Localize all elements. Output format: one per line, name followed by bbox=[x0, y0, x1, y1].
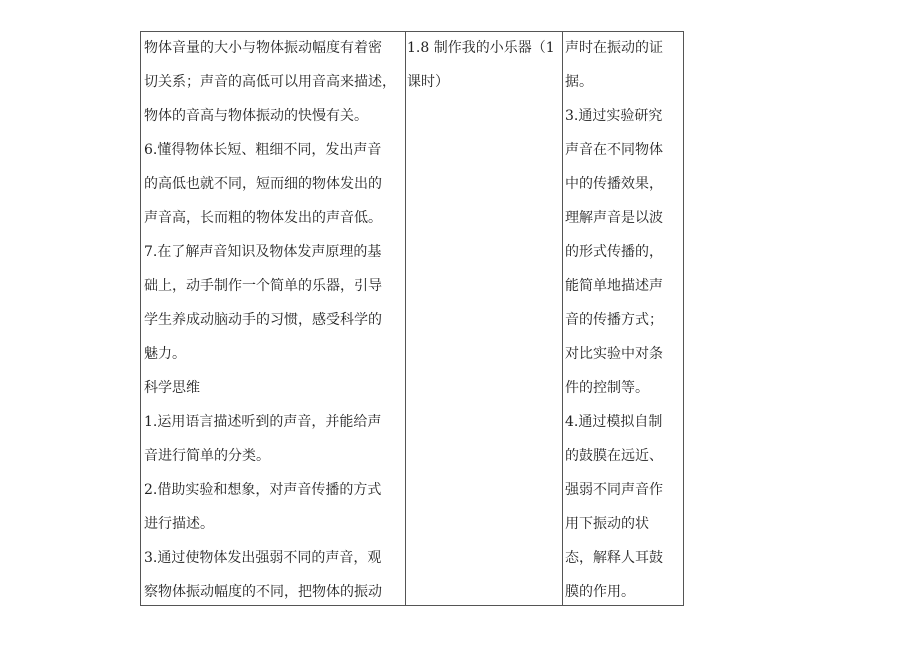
text-line: 的鼓膜在远近、 bbox=[565, 448, 663, 464]
text-line: 物体音量的大小与物体振动幅度有着密 bbox=[144, 40, 382, 56]
text-line: 态，解释人耳鼓 bbox=[565, 550, 663, 566]
text-line: 件的控制等。 bbox=[565, 380, 649, 396]
lesson-title: 1.8 制作我的小乐器（1 bbox=[407, 40, 555, 56]
text-line: 察物体振动幅度的不同，把物体的振动 bbox=[144, 584, 382, 600]
text-line: 进行描述。 bbox=[144, 516, 214, 532]
objectives-column bbox=[141, 31, 405, 609]
text-line: 声音高，长而粗的物体发出的声音低。 bbox=[144, 210, 382, 226]
text-line: 膜的作用。 bbox=[565, 584, 635, 600]
text-line: 用下振动的状 bbox=[565, 516, 649, 532]
text-line: 切关系；声音的高低可以用音高来描述， bbox=[144, 74, 396, 90]
text-line: 的高低也就不同，短而细的物体发出的 bbox=[144, 176, 382, 192]
text-line: 据。 bbox=[565, 74, 593, 90]
text-line: 强弱不同声音作 bbox=[565, 482, 663, 498]
text-line: 声时在振动的证 bbox=[565, 40, 663, 56]
text-line: 能简单地描述声 bbox=[565, 278, 663, 294]
text-line: 音进行简单的分类。 bbox=[144, 448, 270, 464]
text-line: 7.在了解声音知识及物体发声原理的基 bbox=[144, 244, 382, 260]
text-line: 中的传播效果， bbox=[565, 176, 663, 192]
text-line: 物体的音高与物体振动的快慢有关。 bbox=[144, 108, 368, 124]
text-line: 2.借助实验和想象，对声音传播的方式 bbox=[144, 482, 382, 498]
activities-column bbox=[563, 31, 683, 609]
text-line: 3.通过实验研究 bbox=[565, 108, 663, 124]
text-line: 3.通过使物体发出强弱不同的声音，观 bbox=[144, 550, 382, 566]
text-line: 理解声音是以波 bbox=[565, 210, 663, 226]
column-divider bbox=[405, 31, 406, 606]
text-line: 6.懂得物体长短、粗细不同，发出声音 bbox=[144, 142, 382, 158]
text-line: 1.运用语言描述听到的声音，并能给声 bbox=[144, 414, 382, 430]
lesson-column bbox=[406, 31, 562, 99]
text-line: 的形式传播的， bbox=[565, 244, 663, 260]
lesson-title: 课时） bbox=[407, 74, 449, 90]
text-line: 魅力。 bbox=[144, 346, 186, 362]
text-line: 础上，动手制作一个简单的乐器，引导 bbox=[144, 278, 382, 294]
text-line: 学生养成动脑动手的习惯，感受科学的 bbox=[144, 312, 382, 328]
text-line: 声音在不同物体 bbox=[565, 142, 663, 158]
text-line: 4.通过模拟自制 bbox=[565, 414, 663, 430]
text-line: 对比实验中对条 bbox=[565, 346, 663, 362]
text-line: 音的传播方式； bbox=[565, 312, 663, 328]
section-heading: 科学思维 bbox=[144, 380, 200, 396]
